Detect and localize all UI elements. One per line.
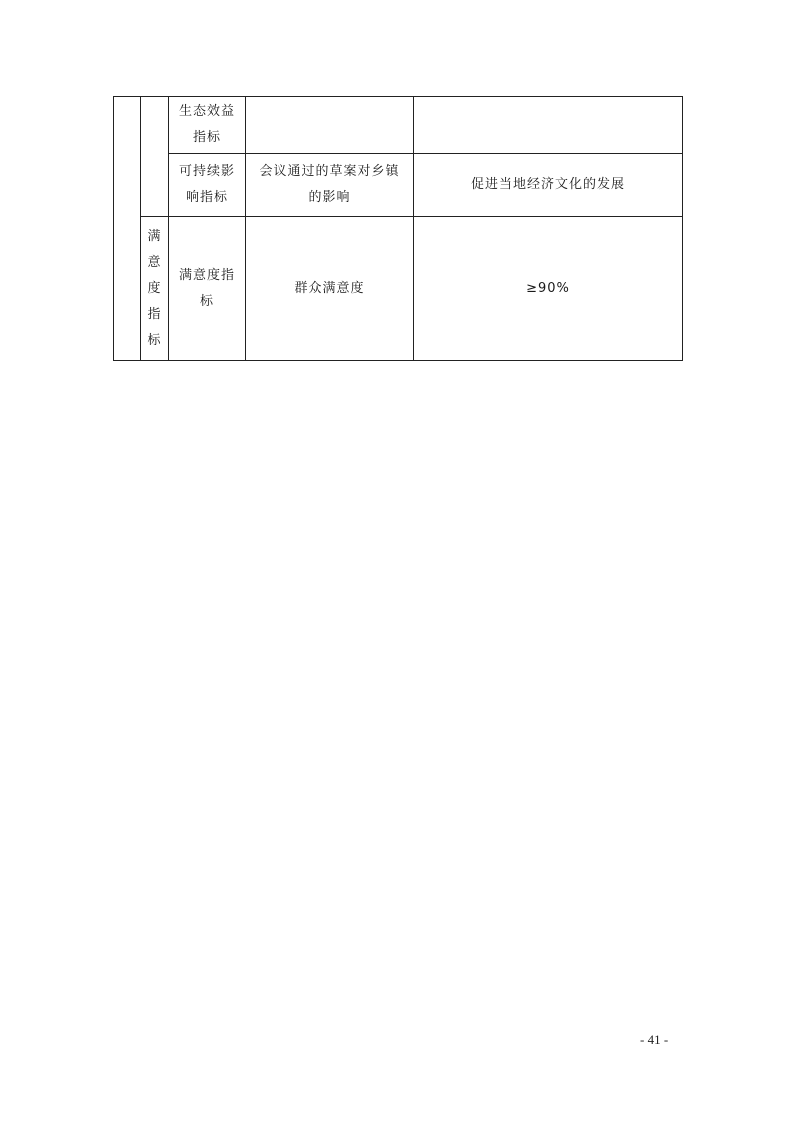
indicator-name-cell — [169, 97, 246, 154]
indicator-content-cell — [246, 97, 414, 154]
indicator-content-cell: 群众满意度 — [246, 217, 414, 361]
indicator-name-cell — [169, 154, 246, 217]
satisfaction-category-cell — [141, 217, 169, 361]
indicator-content-cell — [246, 154, 414, 217]
indicator-content-line: 会议通过的草案对乡镇 — [259, 164, 400, 179]
indicator-target-cell: ≥90% — [414, 217, 683, 361]
indicator-name-line: 生态效益 — [178, 104, 235, 119]
table-row-sustainable-impact — [114, 154, 683, 217]
indicator-name-line: 标 — [199, 293, 214, 309]
indicator-name-line: 指标 — [192, 130, 221, 145]
indicator-content-line: 的影响 — [308, 190, 351, 205]
indicator-target-cell — [414, 97, 683, 154]
first-level-indicator-cell — [114, 97, 141, 361]
table-row-satisfaction — [114, 217, 683, 361]
second-level-indicator-cell-benefit — [141, 97, 169, 217]
table-row-ecological-benefit — [114, 97, 683, 154]
performance-indicator-table — [113, 96, 683, 361]
indicator-name-cell — [169, 217, 246, 361]
category-char: 度 — [147, 280, 162, 296]
indicator-name-line: 可持续影 — [178, 164, 235, 179]
category-char: 满 — [147, 228, 162, 244]
indicator-target-cell: 促进当地经济文化的发展 — [414, 154, 683, 217]
category-char: 标 — [147, 332, 162, 348]
indicator-name-line: 响指标 — [185, 190, 228, 205]
category-char: 指 — [147, 306, 162, 322]
page-number: - 41 - — [640, 1032, 669, 1047]
indicator-name-line: 满意度指 — [178, 267, 235, 283]
category-char: 意 — [147, 254, 162, 270]
